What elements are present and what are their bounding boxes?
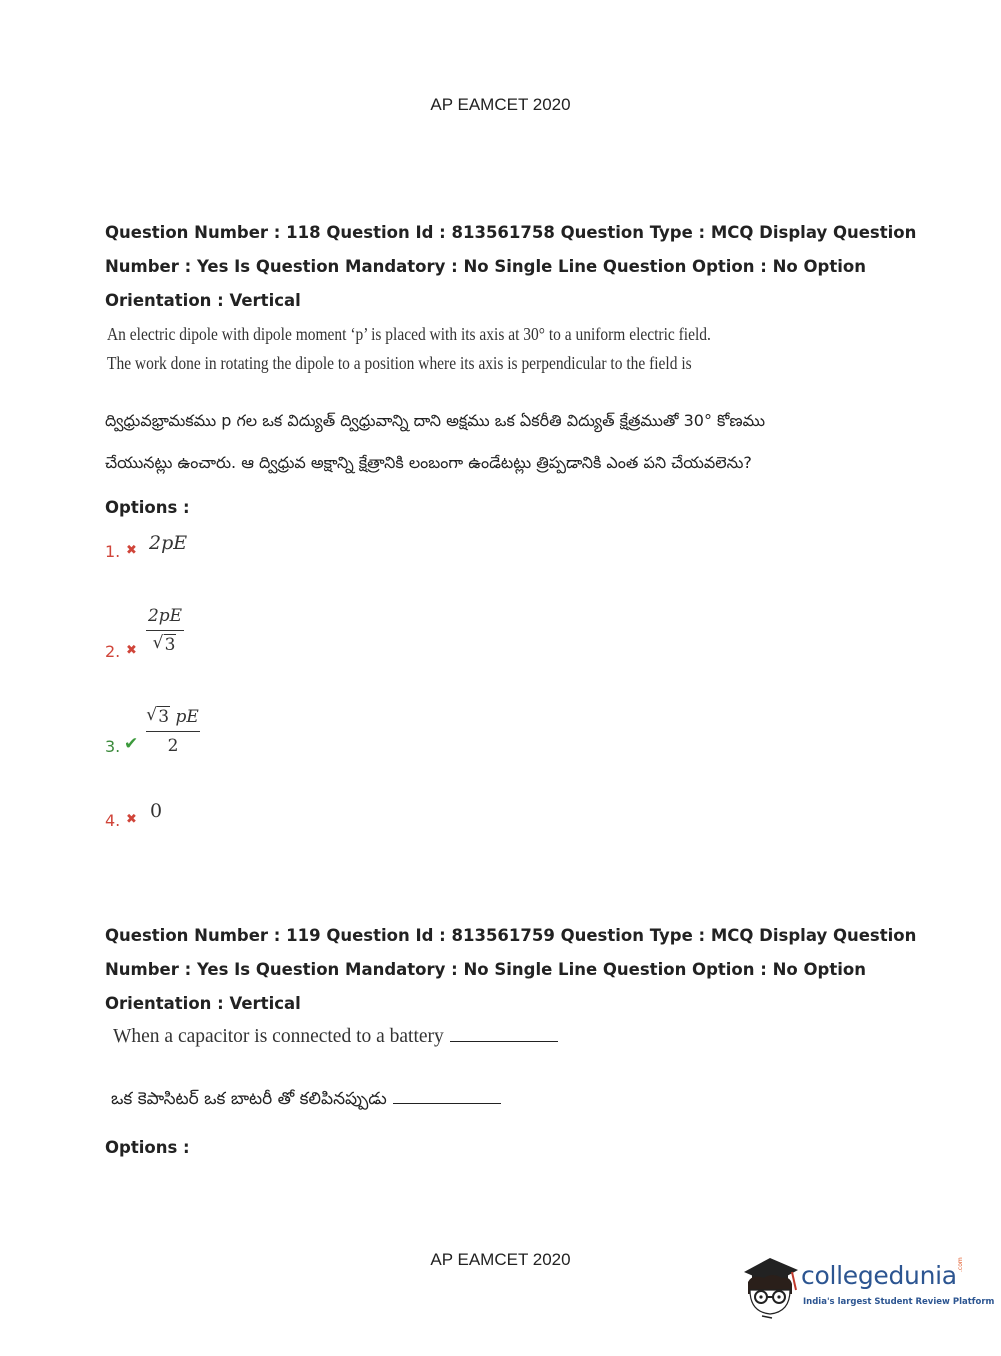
question-119-english-text: When a capacitor is connected to a battery [113,1026,558,1048]
answer-blank [450,1041,558,1042]
meta-line: Question Number : 118 Question Id : 813561758 Question Type : MCQ Display Question [105,223,917,242]
question-118-english-text [107,320,711,378]
question-text-line: An electric dipole with dipole moment ‘p’ is placed with its axis at 30° to a uniform electric field. [107,324,711,344]
cross-icon: ✖ [126,643,137,658]
cross-icon: ✖ [126,812,137,827]
collegedunia-tagline: India's largest Student Review Platform [803,1297,995,1307]
option-fraction [146,705,200,758]
question-text-line: ద్విధ్రువభ్రామకము p గల ఒక విద్యుత్ ద్విధ్రువాన్ని దాని అక్షము ఒక ఏకరీతి విద్యుత్ క్షేత్రముతో 30° కోణము [105,411,766,430]
collegedunia-logo-suffix: .com [957,1257,964,1272]
meta-line: Number : Yes Is Question Mandatory : No Single Line Question Option : No Option [105,960,866,979]
meta-line: Question Number : 119 Question Id : 813561759 Question Type : MCQ Display Question [105,926,917,945]
fraction-denominator: 2 [167,736,179,756]
option-number: 3. [105,737,121,756]
option-number: 1. [105,542,121,561]
question-text-line: The work done in rotating the dipole to a position where its axis is perpendicular to the field is [107,353,692,373]
question-119-telugu-text: ఒక కెపాసిటర్ ఒక బాటరీ తో కలిపినప్పుడు [111,1089,501,1113]
collegedunia-logo-text: collegedunia [801,1261,957,1290]
fraction-denominator-radicand: 3 [164,635,176,655]
page-header-title: AP EAMCET 2020 [430,95,571,114]
question-118-telugu-text [105,400,765,484]
answer-blank [393,1103,501,1104]
option-number: 4. [105,811,121,830]
cross-icon: ✖ [126,543,137,558]
question-text-line: చేయునట్లు ఉంచారు. ఆ ద్విధ్రువ అక్షాన్ని క్షేత్రానికి లంబంగా ఉండేటట్లు త్రిప్పడానికి ఎంత పని చేయవలెను? [105,453,752,472]
options-label: Options : [105,1138,190,1157]
option-expression: 0 [150,800,163,822]
question-119-meta [105,919,917,1021]
fraction-numerator: 2pE [147,606,183,626]
fraction-numerator-radicand: 3 [158,707,170,727]
question-118-meta [105,216,917,318]
meta-line: Orientation : Vertical [105,291,301,310]
options-label: Options : [105,498,190,517]
fraction-numerator-rest: pE [175,707,199,727]
meta-line: Orientation : Vertical [105,994,301,1013]
option-fraction [146,604,184,657]
option-expression: 2pE [149,532,188,554]
page-footer-title: AP EAMCET 2020 [430,1250,571,1269]
option-number: 2. [105,642,121,661]
check-icon: ✔ [124,734,139,754]
meta-line: Number : Yes Is Question Mandatory : No Single Line Question Option : No Option [105,257,866,276]
